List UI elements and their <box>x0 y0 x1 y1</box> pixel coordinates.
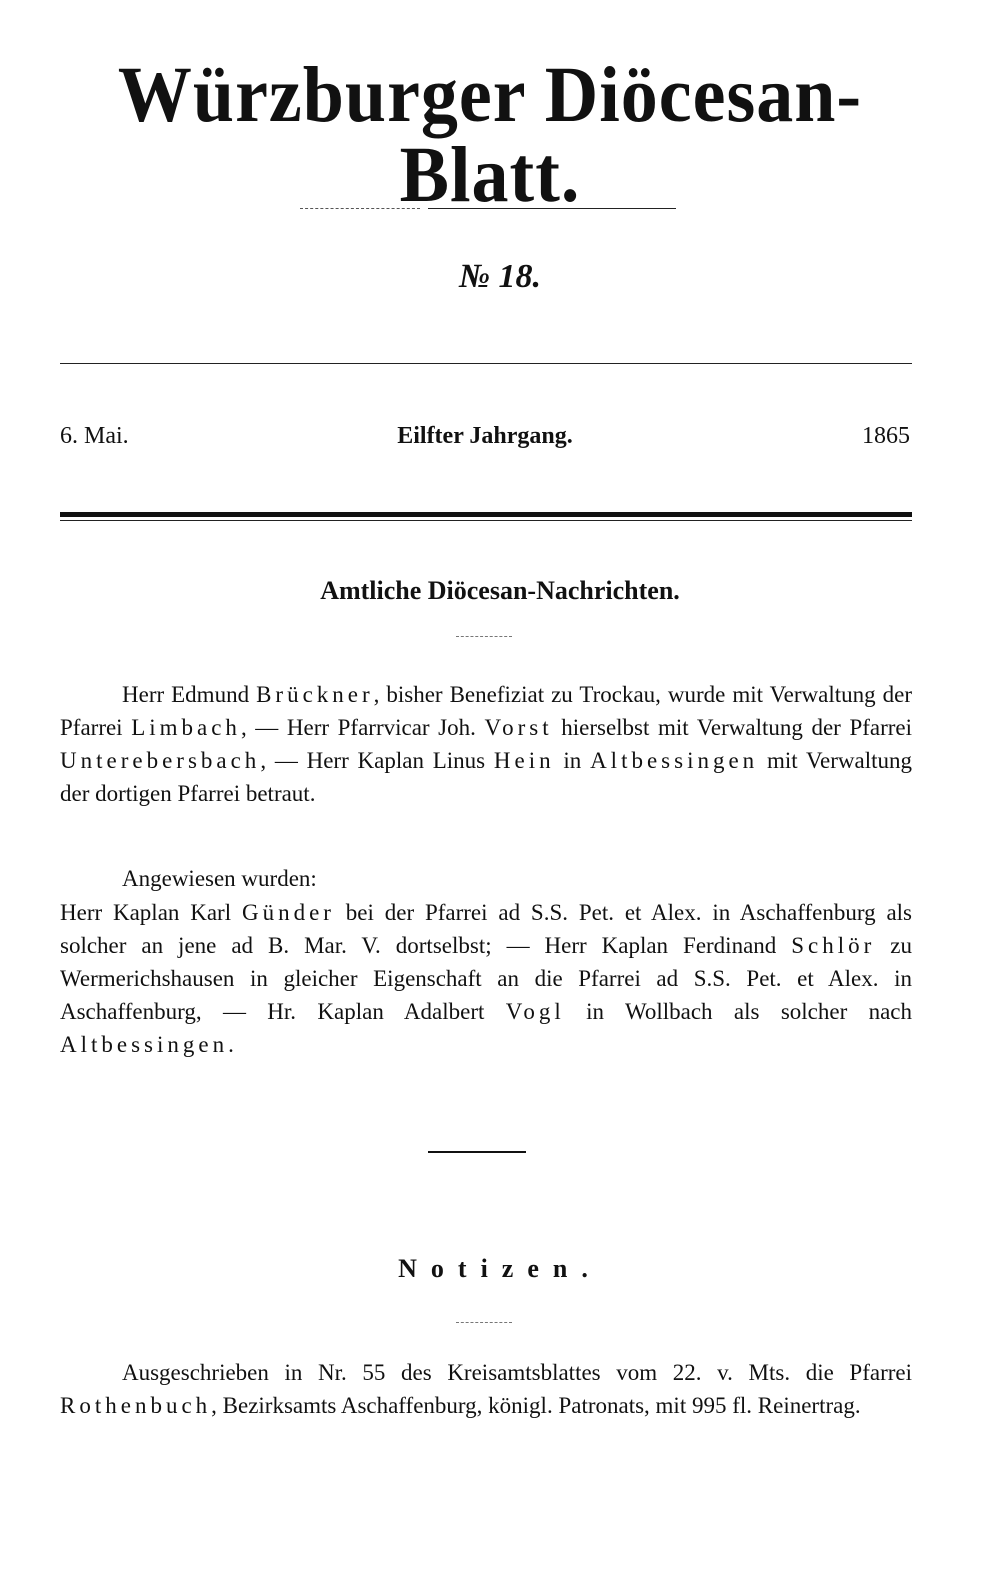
masthead-title: Würzburger Diöcesan-Blatt. <box>117 50 863 220</box>
volume-label: Eilfter Jahrgang. <box>397 423 573 449</box>
assignments-paragraph <box>60 896 912 1061</box>
text-run: , — Herr Pfarrvicar Joh. <box>240 715 485 740</box>
header-rule-top <box>60 363 912 364</box>
person-name: Vorst <box>484 715 553 740</box>
heading-ornament <box>456 636 512 637</box>
text-run: Ausgeschrieben in Nr. 55 des Kreisamtsblattes vom 22. v. Mts. die Pfarrei <box>122 1360 912 1385</box>
section-divider <box>428 1151 526 1153</box>
person-name: Schlör <box>791 933 876 958</box>
text-run: mit Verwaltung der dortigen Pfarrei betraut. <box>60 748 913 806</box>
person-name: Günder <box>241 900 335 925</box>
issue-date: 6. Mai. <box>60 423 129 449</box>
person-name: Vogl <box>505 999 565 1024</box>
official-news-heading: Amtliche Diöcesan-Nachrichten. <box>320 576 680 605</box>
person-name: Brückner <box>256 682 374 707</box>
text-run: Herr Edmund <box>122 682 257 707</box>
masthead-dotted-rule <box>300 208 420 209</box>
text-run: in Wollbach als solcher nach <box>564 999 913 1024</box>
issue-year: 1865 <box>862 423 910 449</box>
text-run: bei der Pfarrei ad S.S. Pet. et Alex. in Aschaffenburg als solcher an jene ad B. Mar. V. dortselbst; — Herr Kaplan Ferdinand <box>60 900 913 958</box>
issue-number: № 18. <box>458 258 542 295</box>
place-name: Altbessingen <box>590 748 759 773</box>
header-rule-bottom <box>60 512 912 517</box>
person-name: Hein <box>493 748 555 773</box>
text-run: hierselbst mit Verwaltung der Pfarrei <box>552 715 913 740</box>
place-name: Rothenbuch <box>60 1393 212 1418</box>
text-run: , Bezirksamts Aschaffenburg, königl. Patronats, mit 995 fl. Reinertrag. <box>211 1393 861 1418</box>
text-run: , bisher Benefiziat zu Trockau, wurde mit Verwaltung der Pfarrei <box>60 682 913 740</box>
assigned-intro: Angewiesen wurden: <box>122 866 317 891</box>
text-run: zu Wermerichshausen in gleicher Eigenschaft an die Pfarrei ad S.S. Pet. et Alex. in Aschaffenburg, — Hr. Kaplan Adalbert <box>60 933 912 1024</box>
place-name: Limbach <box>131 715 241 740</box>
text-run: , — Herr Kaplan Linus <box>260 748 494 773</box>
place-name: Altbessingen <box>60 1032 229 1057</box>
place-name: Unterebersbach <box>60 748 261 773</box>
dateline <box>60 420 910 452</box>
notices-heading: Notizen. <box>398 1254 602 1283</box>
official-news-paragraph <box>60 678 912 810</box>
notices-ornament <box>456 1322 512 1323</box>
text-run: in <box>554 748 591 773</box>
text-run: . <box>228 1032 234 1057</box>
masthead-rule <box>428 208 676 209</box>
header-rule-bottom-fine <box>60 520 912 521</box>
text-run: Herr Kaplan Karl <box>60 900 242 925</box>
notices-paragraph <box>60 1356 912 1422</box>
